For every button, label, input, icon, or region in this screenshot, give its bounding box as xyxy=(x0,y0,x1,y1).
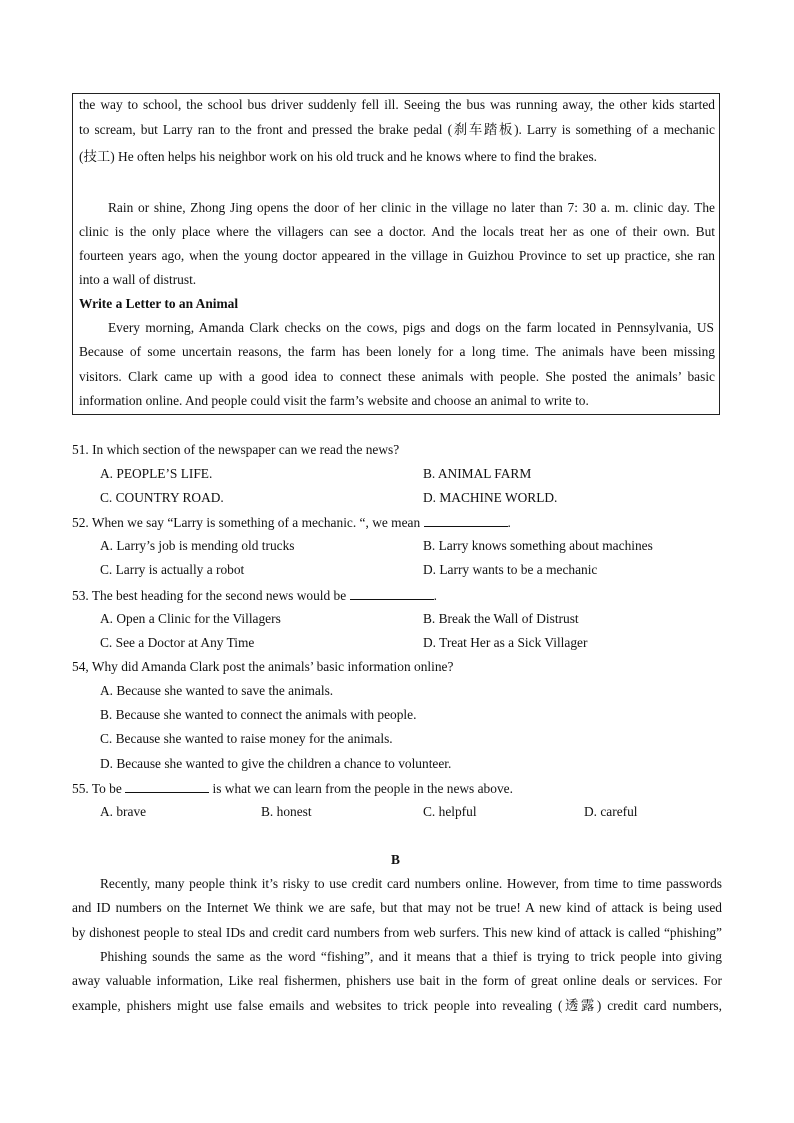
question-stem: 51. In which section of the newspaper can we read the news? xyxy=(72,442,400,457)
paragraph-line: and ID numbers on the Internet We think we are safe, but that may not be true! A new kind of attack is being used xyxy=(72,900,722,915)
paragraph-line: by dishonest people to steal IDs and credit card numbers from web surfers. This new kind of attack is called “phishing” xyxy=(72,925,722,940)
passage-line: Because of some uncertain reasons, the farm has been lonely for a long time. The animals have been missing xyxy=(79,344,715,359)
paragraph-line: Recently, many people think it’s risky to use credit card numbers online. However, from time to time passwords xyxy=(100,876,722,891)
answer-option: D. careful xyxy=(584,804,638,819)
passage-line: Every morning, Amanda Clark checks on the cows, pigs and dogs on the farm located in Pennsylvania, US xyxy=(108,320,714,335)
answer-option: C. See a Doctor at Any Time xyxy=(100,635,255,650)
question-stem-text: 53. The best heading for the second news would be xyxy=(72,588,347,603)
answer-option: A. Because she wanted to save the animals. xyxy=(100,683,334,698)
answer-option: C. Because she wanted to raise money for the animals. xyxy=(100,731,393,746)
answer-blank xyxy=(424,514,508,527)
passage-heading: Write a Letter to an Animal xyxy=(79,296,239,311)
question-stem-text: 52. When we say “Larry is something of a mechanic. “, we mean xyxy=(72,515,421,530)
answer-option: D. Treat Her as a Sick Villager xyxy=(423,635,588,650)
answer-blank xyxy=(350,587,434,600)
answer-option: C. Larry is actually a robot xyxy=(100,562,245,577)
answer-option: D. MACHINE WORLD. xyxy=(423,490,558,505)
answer-option: A. Open a Clinic for the Villagers xyxy=(100,611,281,626)
question-stem-end: . xyxy=(507,515,511,530)
passage-line: Rain or shine, Zhong Jing opens the door of her clinic in the village no later than 7: 30 a. m. clinic day. The xyxy=(108,200,715,215)
answer-option: B. Break the Wall of Distrust xyxy=(423,611,579,626)
passage-line: into a wall of distrust. xyxy=(79,272,197,287)
passage-line: the way to school, the school bus driver suddenly fell ill. Seeing the bus was running away, the other kids started xyxy=(79,97,715,112)
passage-line: fourteen years ago, when the young doctor appeared in the village in Guizhou Province to set up practice, she ran xyxy=(79,248,715,263)
answer-option: D. Because she wanted to give the children a chance to volunteer. xyxy=(100,756,452,771)
answer-option: C. COUNTRY ROAD. xyxy=(100,490,224,505)
question-stem-text: 55. To be xyxy=(72,781,122,796)
passage-line: information online. And people could visit the farm’s website and choose an animal to write to. xyxy=(79,393,589,408)
answer-option: C. helpful xyxy=(423,804,477,819)
question-stem xyxy=(72,587,437,604)
question-stem xyxy=(72,514,511,531)
question-stem xyxy=(72,780,513,797)
answer-blank xyxy=(125,780,209,793)
paragraph-line: example, phishers might use false emails and websites to trick people into revealing (透露) credit card numbers, xyxy=(72,998,722,1013)
passage-line: (技工) He often helps his neighbor work on his old truck and he knows where to find the brakes. xyxy=(79,149,598,164)
paragraph-line: Phishing sounds the same as the word “fishing”, and it means that a thief is trying to trick people into giving xyxy=(100,949,722,964)
answer-option: D. Larry wants to be a mechanic xyxy=(423,562,598,577)
answer-option: A. Larry’s job is mending old trucks xyxy=(100,538,295,553)
question-stem-end: . xyxy=(433,588,437,603)
answer-option: B. ANIMAL FARM xyxy=(423,466,532,481)
section-heading: B xyxy=(391,852,400,867)
answer-option: A. PEOPLE’S LIFE. xyxy=(100,466,213,481)
passage-line: clinic is the only place where the villagers can see a doctor. And the locals treat her as one of their own. But xyxy=(79,224,715,239)
question-stem: 54, Why did Amanda Clark post the animals’ basic information online? xyxy=(72,659,454,674)
question-stem-end: is what we can learn from the people in the news above. xyxy=(212,781,513,796)
answer-option: B. Larry knows something about machines xyxy=(423,538,653,553)
passage-line: to scream, but Larry ran to the front and pressed the brake pedal (刹车踏板). Larry is something of a mechanic xyxy=(79,122,715,137)
passage-line: visitors. Clark came up with a good idea to connect these animals with people. She posted the animals’ basic xyxy=(79,369,715,384)
answer-option: B. honest xyxy=(261,804,312,819)
paragraph-line: away valuable information, Like real fishermen, phishers use bait in the form of great online deals or services. For xyxy=(72,973,722,988)
answer-option: B. Because she wanted to connect the animals with people. xyxy=(100,707,417,722)
answer-option: A. brave xyxy=(100,804,147,819)
